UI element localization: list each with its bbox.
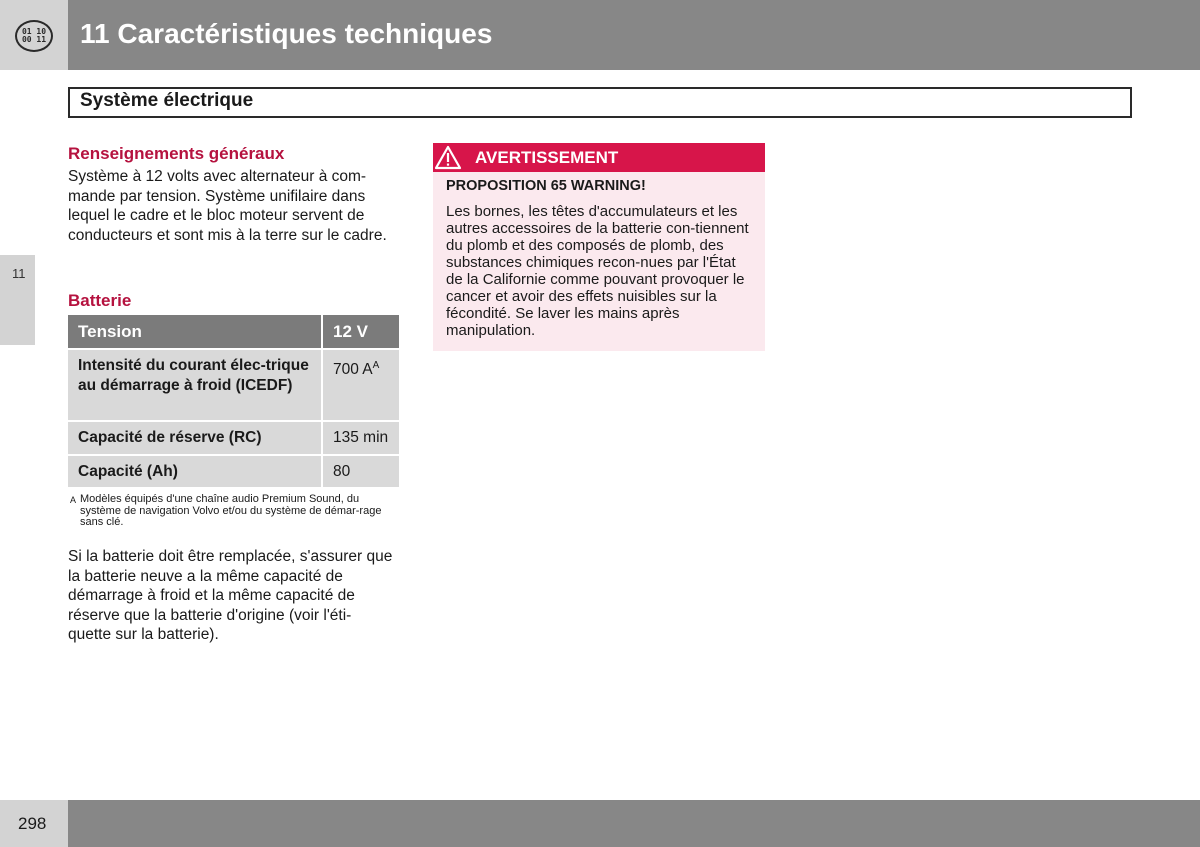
table-header-label: Tension: [68, 315, 322, 349]
chapter-icon: [15, 20, 53, 52]
chapter-title: 11 Caractéristiques techniques: [80, 18, 493, 49]
chapter-icon-line2: 00 11: [21, 35, 47, 44]
general-info-heading: Renseignements généraux: [68, 144, 285, 163]
table-cell-value: 135 min: [322, 421, 399, 455]
table-cell-value: [322, 349, 399, 421]
footnote-text: Modèles équipés d'une chaîne audio Premium Sound, du système de navigation Volvo et/ou du système de démar-rage sans clé.: [80, 493, 382, 528]
section-title: Système électrique: [80, 90, 254, 111]
table-cell-label: Intensité du courant élec-trique au démarrage à froid (ICEDF): [68, 349, 322, 421]
footnote-ref: A: [372, 360, 380, 371]
table-cell-label: Capacité (Ah): [68, 455, 322, 488]
general-info-text: Système à 12 volts avec alternateur à com-mande par tension. Système unifilaire dans lequel le cadre et le bloc moteur servent de conducteurs et sont mis à la terre sur le cadre.: [68, 168, 387, 244]
table-header-row: [68, 315, 399, 349]
table-cell-value: 80: [322, 455, 399, 488]
warning-body: Les bornes, les têtes d'accumulateurs et les autres accessoires de la batterie con-tiennent du plomb et des composés de plomb, des substances chimiques recon-nues par l'État de la Californie comme pouvant provoquer le cancer et avoir des effets nuisibles sur la fécondité. Se laver les mains après manipulation.: [446, 203, 749, 339]
footnote-marker: A: [70, 495, 77, 505]
battery-spec-table: [68, 315, 399, 487]
side-tab-label: 11: [12, 266, 26, 281]
battery-replacement-text: Si la batterie doit être remplacée, s'assurer que la batterie neuve a la même capacité de démarrage à froid et la même capacité de réserve que la batterie d'origine (voir l'éti-quette sur la batterie).: [68, 548, 393, 643]
table-cell-label: Capacité de réserve (RC): [68, 421, 322, 455]
battery-heading: Batterie: [68, 291, 132, 310]
cca-value: 700 A: [333, 361, 373, 379]
table-row: [68, 455, 399, 488]
table-row: [68, 349, 399, 421]
chapter-icon-line1: 01 10: [21, 27, 47, 36]
warning-subtitle: PROPOSITION 65 WARNING!: [446, 178, 646, 194]
warning-title: AVERTISSEMENT: [475, 148, 619, 167]
table-row: [68, 421, 399, 455]
warning-triangle-icon: [433, 143, 463, 172]
page-number: 298: [18, 814, 47, 833]
table-header-value: 12 V: [322, 315, 399, 349]
footer-bar: [68, 800, 1200, 847]
